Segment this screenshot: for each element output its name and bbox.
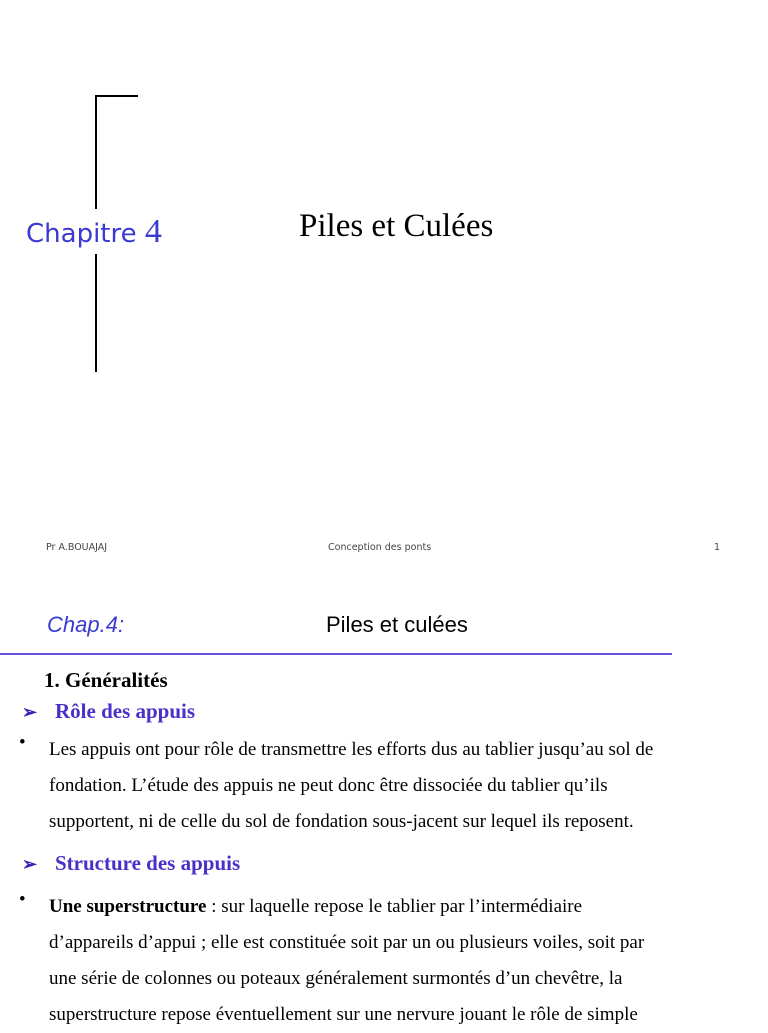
slide-1-title: Piles et Culées	[299, 208, 494, 244]
paragraph-line: fondation. L’étude des appuis ne peut donc être dissociée du tablier qu’ils	[49, 775, 608, 796]
chapter-label	[26, 213, 162, 251]
bracket-top-line	[95, 95, 138, 97]
bullet-dot-icon: •	[19, 732, 26, 753]
chapter-number: 4	[144, 213, 162, 250]
subsection-heading-label: Rôle des appuis	[55, 699, 196, 723]
bullet-dot-icon: •	[19, 889, 26, 910]
arrow-bullet-icon: ➢	[22, 702, 38, 722]
paragraph-line: une série de colonnes ou poteaux généralement surmontés d’un chevêtre, la	[49, 968, 623, 989]
paragraph-structure	[49, 889, 739, 1033]
subsection-heading-structure	[22, 851, 240, 876]
chapter-word: Chapitre	[26, 219, 137, 249]
paragraph-line: supportent, ni de celle du sol de fondation sous-jacent sur lequel ils reposent.	[49, 811, 634, 832]
arrow-bullet-icon: ➢	[22, 854, 38, 874]
bold-term: Une superstructure	[49, 896, 207, 917]
footer-author: Pr A.BOUAJAJ	[46, 542, 108, 553]
slide-2-title: Piles et culées	[326, 612, 468, 637]
bracket-vertical-upper	[95, 95, 97, 209]
paragraph-line: d’appareils d’appui ; elle est constituée soit par un ou plusieurs voiles, soit par	[49, 932, 645, 953]
header-divider	[0, 653, 672, 655]
footer-page-number: 1	[714, 542, 721, 553]
section-heading: 1. Généralités	[44, 668, 168, 692]
lead-text: : sur laquelle repose le tablier par l’intermédiaire	[206, 896, 583, 917]
paragraph-role	[49, 732, 739, 840]
paragraph-line	[49, 889, 739, 925]
paragraph-line: Les appuis ont pour rôle de transmettre les efforts dus au tablier jusqu’au sol de	[49, 739, 654, 760]
slide-2-chapter-label: Chap.4:	[47, 612, 125, 637]
paragraph-line: superstructure repose éventuellement sur une nervure jouant le rôle de simple	[49, 1004, 638, 1025]
footer-course: Conception des ponts	[328, 542, 432, 553]
bracket-vertical-lower	[95, 254, 97, 372]
subsection-heading-label: Structure des appuis	[55, 851, 241, 875]
subsection-heading-role	[22, 699, 195, 724]
